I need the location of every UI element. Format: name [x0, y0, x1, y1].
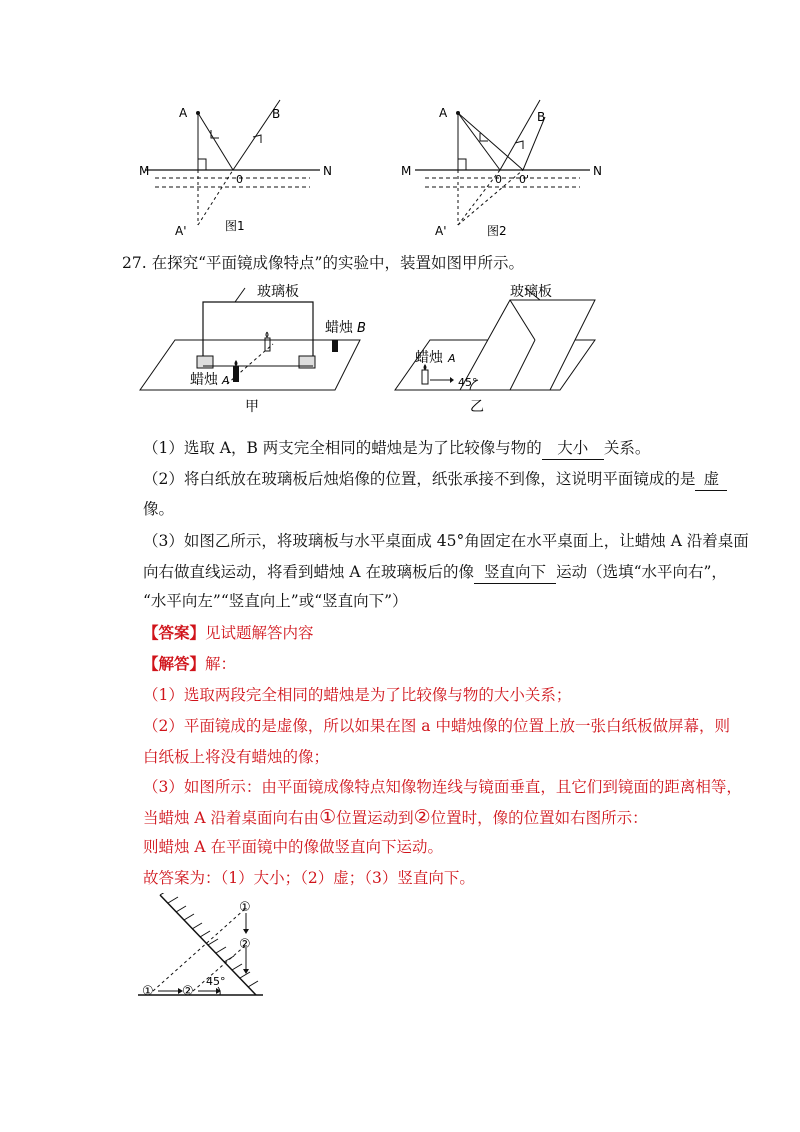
solution-line-2: （2）平面镜成的是虚像，所以如果在图 a 中蜡烛像的位置上放一张白纸板做屏幕，则	[143, 717, 730, 735]
subquestion-3-line1	[143, 530, 749, 552]
figure-jia	[135, 280, 380, 415]
subquestion-1	[143, 437, 650, 460]
jia-candle-a-label: 蜡烛	[190, 372, 218, 388]
question-number: 27.	[122, 254, 147, 272]
yi-angle-label: 45°	[458, 376, 478, 389]
jia-caption: 甲	[245, 399, 259, 415]
subquestion-2-post: 像。	[143, 500, 175, 518]
subquestion-3-line3	[143, 590, 408, 612]
bottom-fig-pos2-image: ②	[239, 937, 251, 952]
fig2-label-a-image: A'	[435, 224, 447, 238]
subquestion-3-text: （3）如图乙所示，将玻璃板与水平桌面成 45°角固定在水平桌面上，让蜡烛 A 沿着桌面	[143, 532, 749, 550]
subquestion-2-text: （2）将白纸放在玻璃板后烛焰像的位置，纸张承接不到像，这说明平面镜成的是	[143, 470, 696, 488]
subquestion-3-blank: 竖直向下	[474, 561, 556, 584]
answer-line	[143, 622, 314, 644]
yi-candle-a-label: 蜡烛	[415, 350, 443, 366]
bottom-fig-pos1: ①	[142, 984, 154, 999]
bottom-fig-pos1-image: ①	[239, 900, 251, 915]
question-27-stem	[122, 252, 524, 274]
fig1-label-a: A	[179, 106, 188, 120]
solution-line-5-b: 位置运动到	[336, 809, 414, 827]
solution-line-5-c: 位置时，像的位置如右图所示：	[430, 809, 648, 827]
subquestion-3-pre: 向右做直线运动，将看到蜡烛 A 在玻璃板后的像	[143, 563, 475, 581]
final-answer: 故答案为：（1）大小；（2）虚；（3）竖直向下。	[143, 869, 475, 887]
solution-line-6: 则蜡烛 A 在平面镜中的像做竖直向下运动。	[143, 838, 444, 856]
fig2-label-n: N	[593, 164, 602, 178]
solution-line-4: （3）如图所示：由平面镜成像特点知像物连线与镜面垂直，且它们到镜面的距离相等，	[143, 778, 742, 796]
bottom-fig-pos2: ②	[182, 984, 194, 999]
fig2-caption: 图2	[487, 224, 507, 238]
solution-circle-1: ①	[319, 806, 337, 828]
fig2-label-o: 0	[495, 173, 502, 186]
question-stem-text: 在探究“平面镜成像特点”的实验中，装置如图甲所示。	[151, 254, 524, 272]
jia-candle-b-letter: B	[357, 321, 366, 336]
solution-line-5	[143, 806, 648, 829]
yi-candle-a-letter: A	[448, 352, 456, 365]
jia-candle-a-letter: A	[222, 374, 230, 387]
subquestion-2	[143, 468, 727, 491]
fig2-label-m: M	[401, 164, 412, 178]
solution-tag: 【解答】	[143, 654, 206, 673]
fig1-label-m: M	[139, 164, 150, 178]
answer-tag: 【答案】	[143, 623, 206, 642]
subquestion-3-options: “水平向左”“竖直向上”或“竖直向下”）	[143, 592, 408, 610]
fig1-label-n: N	[323, 164, 332, 178]
solution-circle-2: ②	[413, 806, 431, 828]
answer-text: 见试题解答内容	[205, 624, 314, 642]
bottom-fig-angle: 45°	[206, 975, 226, 988]
figure-1	[135, 95, 365, 245]
solution-line-5-a: 当蜡烛 A 沿着桌面向右由	[143, 809, 320, 827]
yi-glass-label: 玻璃板	[510, 284, 552, 300]
subquestion-1-post: 关系。	[603, 439, 651, 457]
subquestion-1-blank: 大小	[542, 437, 604, 460]
figure-yi	[390, 280, 610, 415]
jia-glass-label: 玻璃板	[257, 284, 299, 300]
fig2-label-a: A	[439, 106, 448, 120]
figure-2	[395, 95, 615, 245]
solution-line-1: （1）选取两段完全相同的蜡烛是为了比较像与物的大小关系；	[143, 686, 572, 704]
subquestion-2-blank: 虚	[695, 468, 727, 491]
solution-header	[143, 653, 236, 675]
fig1-caption: 图1	[225, 219, 245, 233]
yi-caption: 乙	[470, 399, 484, 415]
jia-candle-b-label: 蜡烛	[325, 320, 353, 336]
subquestion-3-post: 运动（选填“水平向右”，	[556, 563, 727, 581]
solution-line-3: 白纸板上将没有蜡烛的像；	[143, 748, 330, 766]
fig1-label-a-image: A'	[175, 224, 187, 238]
subquestion-2-end	[143, 498, 174, 520]
fig2-label-o-prime: 0'	[519, 173, 530, 186]
solution-intro: 解：	[205, 655, 237, 673]
mirror-motion-figure	[138, 893, 268, 1003]
subquestion-1-text: （1）选取 A，B 两支完全相同的蜡烛是为了比较像与物的	[143, 439, 542, 457]
subquestion-3-line2	[143, 561, 727, 584]
fig2-label-b: B	[537, 110, 546, 124]
fig1-label-b: B	[272, 107, 281, 121]
fig1-label-o: 0	[236, 173, 243, 186]
